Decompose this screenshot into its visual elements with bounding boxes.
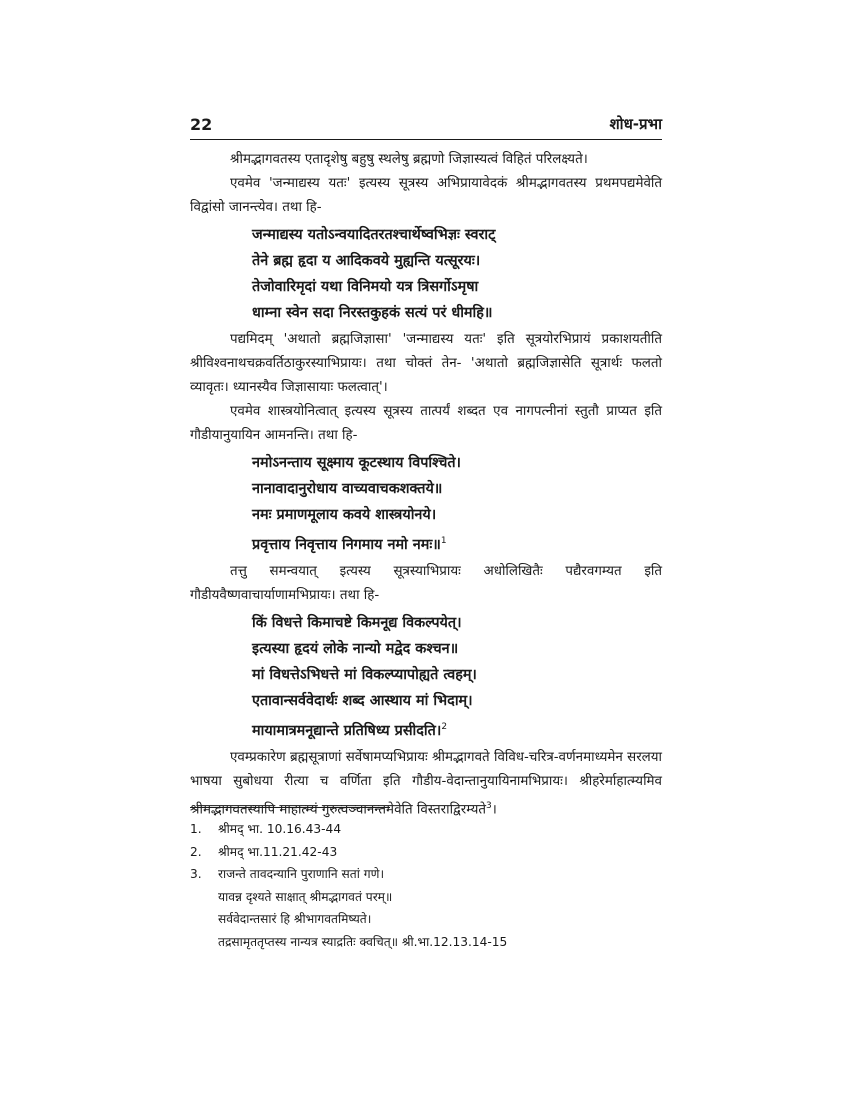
page-number: 22	[190, 115, 213, 134]
verse-line: तेने ब्रह्म हृदा य आदिकवये मुह्यन्ति यत्सूरयः।	[252, 253, 481, 269]
footnote-3-line: यावन्न दृश्यते साक्षात् श्रीमद्भागवतं परम्॥	[218, 889, 393, 904]
verse-line-text: प्रवृत्ताय निवृत्ताय निगमाय नमो नमः॥	[252, 536, 441, 553]
footnote-3-line: सर्ववेदान्तसारं हि श्रीभागवतमिष्यते।	[218, 912, 372, 926]
footnote-divider	[190, 807, 390, 808]
verse-line: नानावादानुरोधाय वाच्यवाचकशक्तये॥	[252, 481, 443, 497]
footnote-2	[190, 841, 662, 864]
footnote-number: 2.	[190, 844, 202, 859]
footnote-number: 3.	[190, 867, 202, 881]
paragraph-2: एवमेव 'जन्माद्यस्य यतः' इत्यस्य सूत्रस्य अभिप्रायावेदकं श्रीमद्भागवतस्य प्रथमपद्यमेवेति विद्वांसो जानन्त्येव। तथा हि-	[190, 176, 662, 215]
verse-block-3	[252, 610, 662, 744]
journal-title: शोध-प्रभा	[609, 115, 662, 133]
body-text	[190, 148, 662, 822]
verse-block-2	[252, 450, 662, 558]
footnote-3	[190, 863, 662, 886]
paragraph-6: एवम्प्रकारेण ब्रह्मसूत्राणां सर्वेषामप्यभिप्रायः श्रीमद्भागवते विविध-चरित्र-वर्णनमाध्यमेन सरलया भाषया सुबोधया रीत्या च वर्णिता इति गौडीय-वेदान्तानुयायिनामभिप्रायः। श्रीहरेर्माहात्म्यमिव श्रीमद्भागवतस्यापि माहात्म्यं गुरुत्वञ्चानन्तमेवेति विस्तराद्विरम्यते$^3$।	[190, 749, 662, 818]
paragraph-3: पद्यमिदम् 'अथातो ब्रह्मजिज्ञासा' 'जन्माद्यस्य यतः' इति सूत्रयोरभिप्रायं प्रकाशयतीति श्रीविश्वनाथचक्रवर्तिठाकुरस्याभिप्रायः। तथा चोक्तं तेन- 'अथातो ब्रह्मजिज्ञासेति सूत्रार्थः फलतो व्यावृतः। ध्यानस्यैव जिज्ञासायाः फलत्वात्'।	[190, 332, 662, 395]
footnote-text: श्रीमद् भा. 10.16.43-44	[218, 822, 342, 836]
verse-line-with-ref	[252, 528, 662, 558]
verse-line: मां विधत्तेऽभिधत्ते मां विकल्प्यापोह्यते त्वहम्।	[252, 666, 477, 683]
footnote-number: 1.	[190, 822, 202, 836]
page-header	[190, 113, 662, 140]
verse-line: जन्माद्यस्य यतोऽन्वयादितरतश्चार्थेष्वभिज्ञः स्वराट्	[252, 227, 496, 243]
verse-line: तेजोवारिमृदां यथा विनिमयो यत्र त्रिसर्गोऽमृषा	[252, 279, 479, 295]
footnote-text: राजन्ते तावदन्यानि पुराणानि सतां गणे।	[218, 867, 385, 881]
verse-line: नमोऽनन्ताय सूक्ष्माय कूटस्थाय विपश्चिते।	[252, 455, 462, 471]
footnote-ref-2: 2	[441, 721, 448, 732]
paragraph-4: एवमेव शास्त्रयोनित्वात् इत्यस्य सूत्रस्य तात्पर्यं शब्दत एव नागपत्नीनां स्तुतौ प्राप्यत इति गौडीयानुयायिन आमनन्ति। तथा हि-	[190, 404, 662, 443]
verse-line: नमः प्रमाणमूलाय कवये शास्त्रयोनये।	[252, 507, 437, 523]
footnote-text: श्रीमद् भा.11.21.42-43	[218, 844, 338, 859]
footnote-ref-1: 1	[440, 536, 447, 546]
footnote-3-line: तद्रसामृततृप्तस्य नान्यत्र स्याद्रतिः क्वचित्॥ श्री.भा.12.13.14-15	[218, 934, 508, 949]
verse-line-text: मायामात्रमनूद्यान्ते प्रतिषिध्य प्रसीदति।	[252, 722, 442, 739]
verse-block-1	[252, 222, 662, 326]
footnotes	[190, 818, 662, 953]
paragraph-6-text: एवम्प्रकारेण ब्रह्मसूत्राणां सर्वेषामप्यभिप्रायः श्रीमद्भागवते विविध-चरित्र-वर्णनमाध्यमेन सरलया भाषया सुबोधया रीत्या च वर्णिता इति गौडीय-वेदान्तानुयायिनामभिप्रायः। श्रीहरेर्माहात्म्यमिव श्रीमद्भागवतस्यापि माहात्म्यं गुरुत्वञ्चानन्तमेवेति विस्तराद्विरम्यते	[190, 749, 662, 818]
paragraph-1: श्रीमद्भागवतस्य एतादृशेषु बहुषु स्थलेषु ब्रह्मणो जिज्ञास्यत्वं विहितं परिलक्ष्यते।	[230, 152, 588, 167]
verse-line-with-ref	[252, 714, 662, 744]
paragraph-5: तत्तु समन्वयात् इत्यस्य सूत्रस्याभिप्रायः अधोलिखितैः पद्यैरवगम्यत इति गौडीयवैष्णवाचार्याणामभिप्रायः। तथा हि-	[190, 563, 662, 603]
verse-line: इत्यस्या हृदयं लोके नान्यो मद्वेद कश्चन॥	[252, 640, 459, 657]
verse-line: एतावान्सर्ववेदार्थः शब्द आस्थाय मां भिदाम्।	[252, 692, 473, 709]
footnote-1	[190, 818, 662, 841]
footnote-ref-3: 3	[485, 800, 492, 811]
verse-line: धाम्ना स्वेन सदा निरस्तकुहकं सत्यं परं धीमहि॥	[252, 305, 493, 321]
verse-line: किं विधत्ते किमाचष्टे किमनूद्य विकल्पयेत्।	[252, 614, 462, 631]
